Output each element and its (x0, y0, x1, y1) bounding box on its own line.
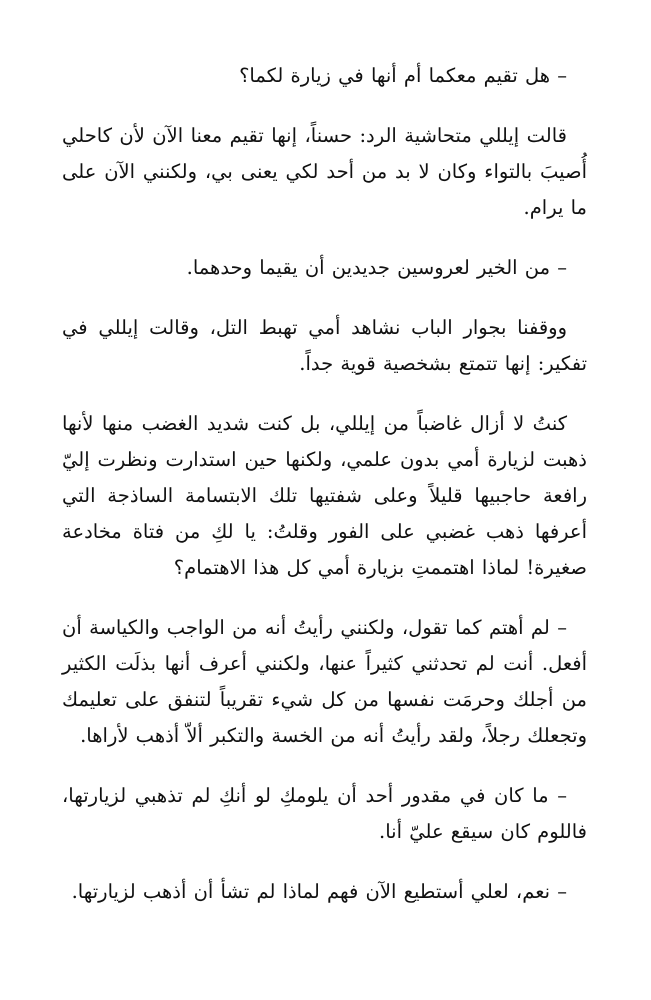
paragraph-8: – نعم، لعلي أستطيع الآن فهم لماذا لم تشأ أن أذهب لزيارتها. (71, 880, 567, 903)
paragraph-3: – من الخير لعروسين جديدين أن يقيما وحدهما. (186, 256, 567, 279)
paragraph-2: قالت إيللي متحاشية الرد: حسناً، إنها تقيم معنا الآن لأن كاحلي أُصيبَ بالتواء وكان لا بد من أحد لكي يعنى بي، ولكنني الآن على ما يرام. (62, 124, 587, 219)
paragraph-6: – لم أهتم كما تقول، ولكنني رأيتُ أنه من الواجب والكياسة أن أفعل. أنت لم تحدثني كثيراً عنها، ولكنني أعرف أنها بذلَت الكثير من أجلك وحرمَت نفسها من كل شيء تقريباً لتنفق على تعليمك وتجعلك رجلاً، ولقد رأيتُ أنه من الخسة والتكبر ألاّ أذهب لأراها. (62, 616, 587, 747)
paragraph-5: كنتُ لا أزال غاضباً من إيللي، بل كنت شديد الغضب منها لأنها ذهبت لزيارة أمي بدون علمي، ولكنها حين استدارت ونظرت إليّ رافعة حاجبيها قليلاً وعلى شفتيها تلك الابتسامة الساذجة التي أعرفها ذهب غضبي على الفور وقلتُ: يا لكِ من فتاة مخادعة صغيرة! لماذا اهتممتِ بزيارة أمي كل هذا الاهتمام؟ (62, 412, 587, 579)
paragraph-1: – هل تقيم معكما أم أنها في زيارة لكما؟ (239, 64, 567, 87)
paragraph-4: ووقفنا بجوار الباب نشاهد أمي تهبط التل، وقالت إيللي في تفكير: إنها تتمتع بشخصية قوية جداً. (62, 316, 587, 375)
paragraph-7: – ما كان في مقدور أحد أن يلومكِ لو أنكِ لم تذهبي لزيارتها، فاللوم كان سيقع عليّ أنا. (62, 784, 587, 843)
